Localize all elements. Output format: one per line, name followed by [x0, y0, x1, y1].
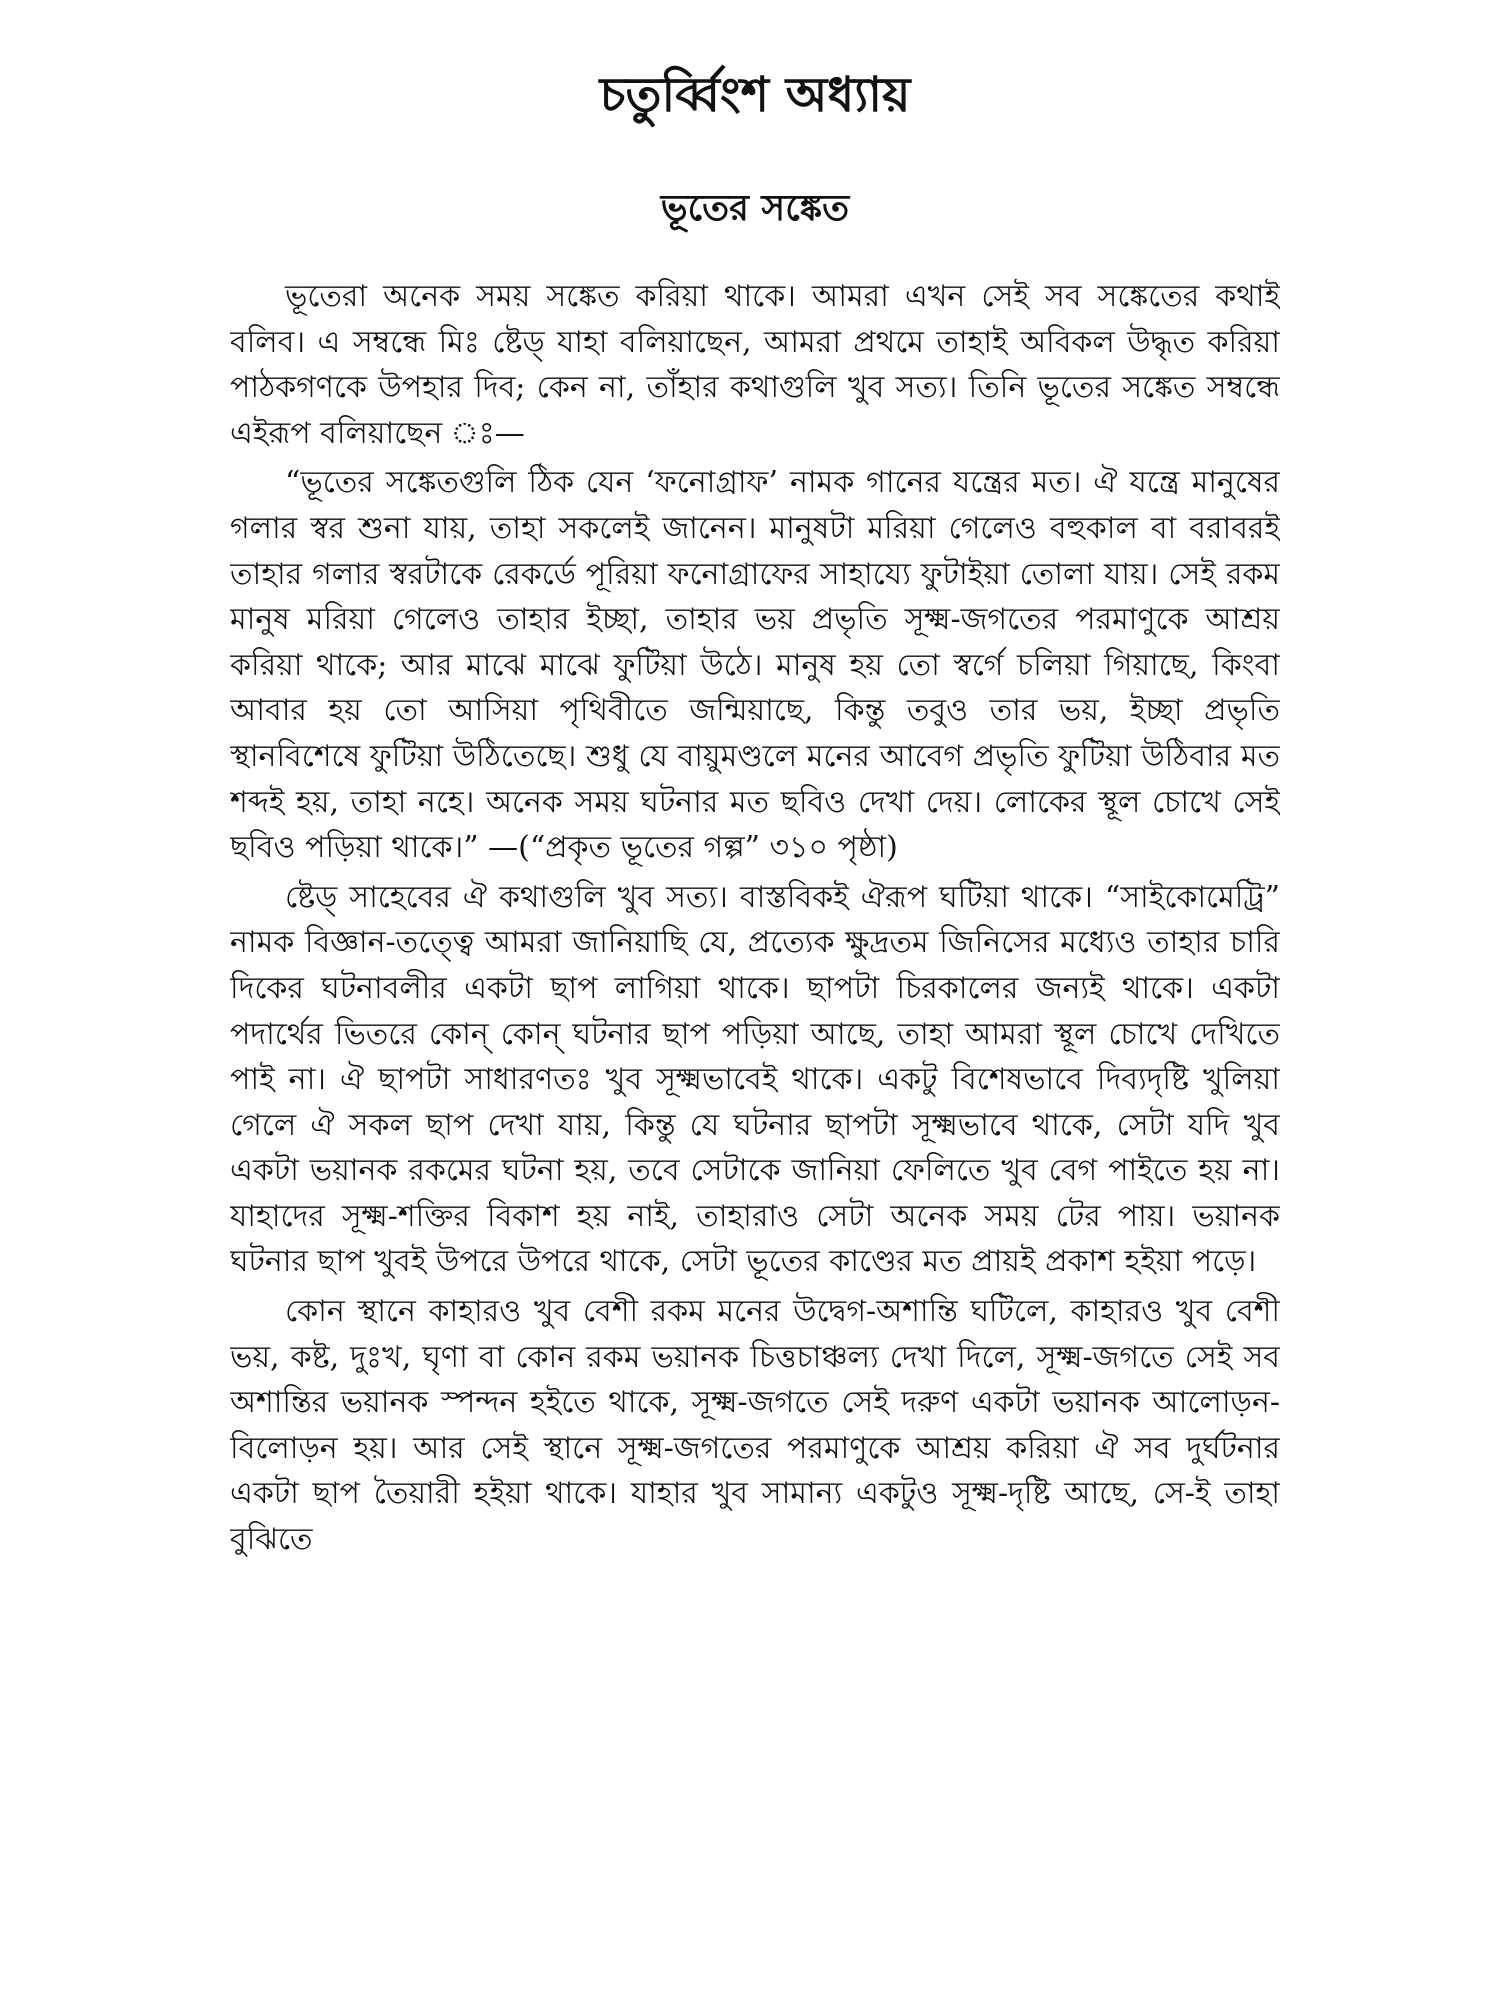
paragraph-3: ষ্টেড্ সাহেবের ঐ কথাগুলি খুব সত্য। বাস্তবিকই ঐরূপ ঘটিয়া থাকে। “সাইকোমেট্রি” নামক বিজ্ঞান-তত্ত্বে আমরা জানিয়াছি যে, প্রত্যেক ক্ষুদ্রতম জিনিসের মধ্যেও তাহার চারি দিকের ঘটনাবলীর একটা ছাপ লাগিয়া থাকে। ছাপটা চিরকালের জন্যই থাকে। একটা পদার্থের ভিতরে কোন্ কোন্ ঘটনার ছাপ পড়িয়া আছে, তাহা আমরা স্থূল চোখে দেখিতে পাই না। ঐ ছাপটা সাধারণতঃ খুব সূক্ষ্মভাবেই থাকে। একটু বিশেষভাবে দিব্যদৃষ্টি খুলিয়া গেলে ঐ সকল ছাপ দেখা যায়, কিন্তু যে ঘটনার ছাপটা সূক্ষ্মভাবে থাকে, সেটা যদি খুব একটা ভয়ানক রকমের ঘটনা হয়, তবে সেটাকে জানিয়া ফেলিতে খুব বেগ পাইতে হয় না। যাহাদের সূক্ষ্ম-শক্তির বিকাশ হয় নাই, তাহারাও সেটা অনেক সময় টের পায়। ভয়ানক ঘটনার ছাপ খুবই উপরে উপরে থাকে, সেটা ভূতের কাণ্ডের মত প্রায়ই প্রকাশ হইয়া পড়ে। — [230, 879, 1280, 1280]
body-text — [230, 274, 1280, 1563]
book-page — [230, 50, 1280, 1960]
chapter-title: চতুর্ব্বিংশ অধ্যায় — [599, 67, 911, 123]
paragraph-1: ভূতেরা অনেক সময় সঙ্কেত করিয়া থাকে। আমরা এখন সেই সব সঙ্কেতের কথাই বলিব। এ সম্বন্ধে মিঃ ষ্টেড্ যাহা বলিয়াছেন, আমরা প্রথমে তাহাই অবিকল উদ্ধৃত করিয়া পাঠকগণকে উপহার দিব; কেন না, তাঁহার কথাগুলি খুব সত্য। তিনি ভূতের সঙ্কেত সম্বন্ধে এইরূপ বলিয়াছেন ঃ— — [230, 279, 1280, 451]
paragraph-2: “ভূতের সঙ্কেতগুলি ঠিক যেন ‘ফনোগ্রাফ’ নামক গানের যন্ত্রের মত। ঐ যন্ত্রে মানুষের গলার স্বর শুনা যায়, তাহা সকলেই জানেন। মানুষটা মরিয়া গেলেও বহুকাল বা বরাবরই তাহার গলার স্বরটাকে রেকর্ডে পূরিয়া ফনোগ্রাফের সাহায্যে ফুটাইয়া তোলা যায়। সেই রকম মানুষ মরিয়া গেলেও তাহার ইচ্ছা, তাহার ভয় প্রভৃতি সূক্ষ্ম-জগতের পরমাণুকে আশ্রয় করিয়া থাকে; আর মাঝে মাঝে ফুটিয়া উঠে। মানুষ হয় তো স্বর্গে চলিয়া গিয়াছে, কিংবা আবার হয় তো আসিয়া পৃথিবীতে জন্মিয়াছে, কিন্তু তবুও তার ভয়, ইচ্ছা প্রভৃতি স্থানবিশেষে ফুটিয়া উঠিতেছে। শুধু যে বায়ুমণ্ডলে মনের আবেগ প্রভৃতি ফুটিয়া উঠিবার মত শব্দই হয়, তাহা নহে। অনেক সময় ঘটনার মত ছবিও দেখা দেয়। লোকের স্থূল চোখে সেই ছবিও পড়িয়া থাকে।” —(“প্রকৃত ভূতের গল্প” ৩১০ পৃষ্ঠা) — [230, 465, 1280, 866]
section-title: ভূতের সঙ্কেত — [660, 187, 850, 229]
paragraph-4: কোন স্থানে কাহারও খুব বেশী রকম মনের উদ্বেগ-অশান্তি ঘটিলে, কাহারও খুব বেশী ভয়, কষ্ট, দুঃখ, ঘৃণা বা কোন রকম ভয়ানক চিত্তচাঞ্চল্য দেখা দিলে, সূক্ষ্ম-জগতে সেই সব অশান্তির ভয়ানক স্পন্দন হইতে থাকে, সূক্ষ্ম-জগতে সেই দরুণ একটা ভয়ানক আলোড়ন-বিলোড়ন হয়। আর সেই স্থানে সূক্ষ্ম-জগতের পরমাণুকে আশ্রয় করিয়া ঐ সব দুর্ঘটনার একটা ছাপ তৈয়ারী হইয়া থাকে। যাহার খুব সামান্য একটুও সূক্ষ্ম-দৃষ্টি আছে, সে-ই তাহা বুঝিতে — [230, 1294, 1280, 1558]
